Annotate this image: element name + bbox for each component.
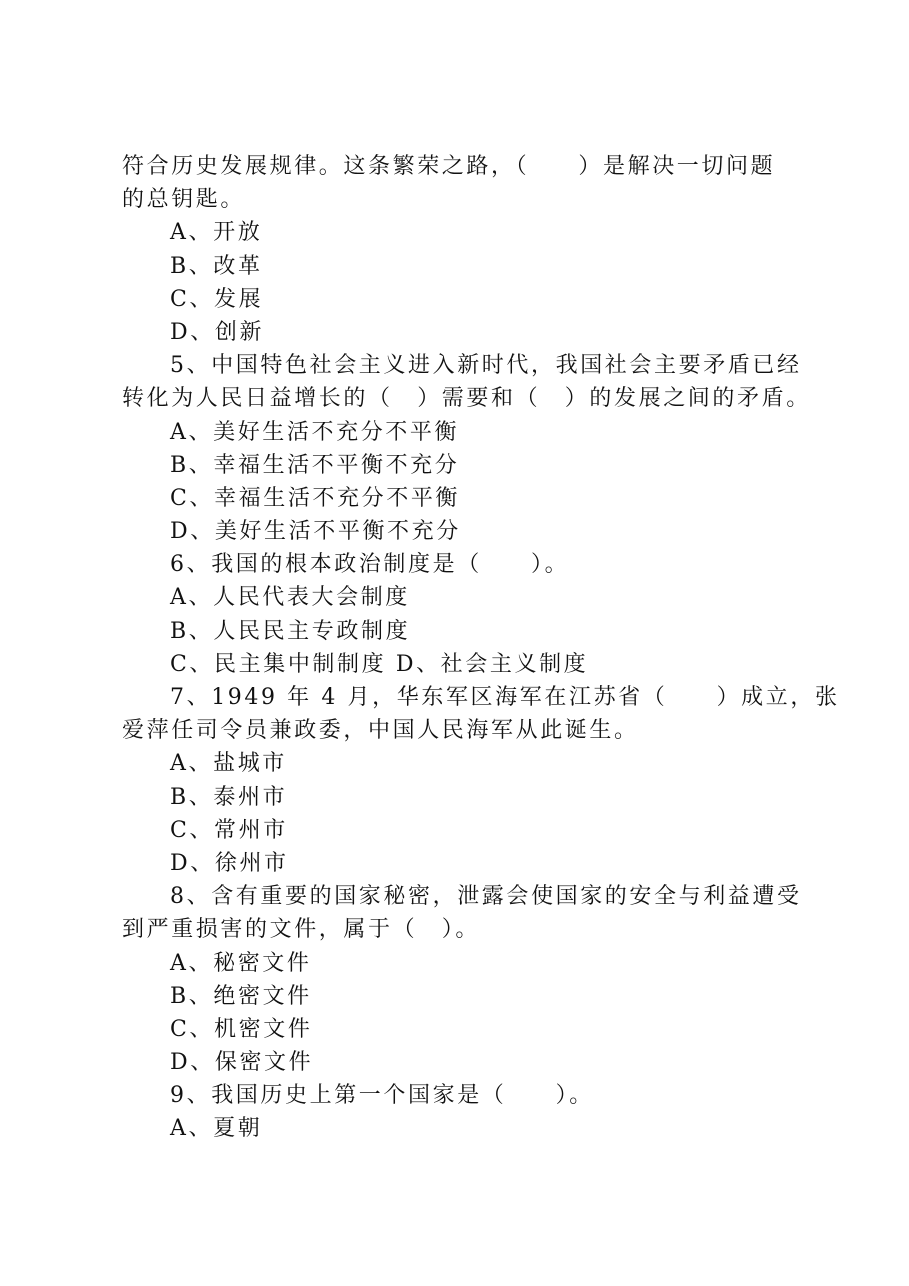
- option-line: C、民主集中制制度 D、社会主义制度: [170, 651, 589, 677]
- text-line: 符合历史发展规律。这条繁荣之路，（ ）是解决一切问题: [122, 154, 776, 179]
- text-line: 爱萍任司令员兼政委，中国人民海军从此诞生。: [122, 718, 639, 744]
- option-line: C、幸福生活不充分不平衡: [170, 485, 461, 511]
- option-line: C、常州市: [170, 817, 288, 843]
- option-line: A、开放: [170, 220, 263, 246]
- question-line: 5、中国特色社会主义进入新时代，我国社会主要矛盾已经: [170, 353, 802, 379]
- option-line: C、机密文件: [170, 1016, 313, 1042]
- option-line: B、改革: [170, 253, 263, 279]
- option-line: B、人民民主专政制度: [170, 618, 411, 644]
- option-line: B、绝密文件: [170, 983, 312, 1009]
- option-line: B、泰州市: [170, 784, 288, 810]
- text-line: 到严重损害的文件，属于（ ）。: [122, 917, 481, 943]
- option-line: A、人民代表大会制度: [170, 585, 410, 611]
- question-line: 8、含有重要的国家秘密，泄露会使国家的安全与利益遭受: [170, 884, 802, 910]
- question-line: 6、我国的根本政治制度是（ ）。: [170, 552, 570, 578]
- option-line: C、发展: [170, 286, 264, 312]
- option-line: D、美好生活不平衡不充分: [170, 519, 461, 545]
- question-line: 7、1949 年 4 月，华东军区海军在江苏省（ ）成立，张: [170, 685, 840, 710]
- text-line: 的总钥匙。: [122, 187, 246, 213]
- option-line: D、创新: [170, 319, 265, 345]
- question-line: 9、我国历史上第一个国家是（ ）。: [170, 1083, 594, 1109]
- option-line: D、保密文件: [170, 1050, 314, 1076]
- option-line: D、徐州市: [170, 850, 289, 876]
- option-line: A、盐城市: [170, 751, 287, 777]
- option-line: A、夏朝: [170, 1116, 263, 1142]
- option-line: B、幸福生活不平衡不充分: [170, 452, 460, 478]
- option-line: A、秘密文件: [170, 950, 312, 976]
- text-line: 转化为人民日益增长的（ ）需要和（ ）的发展之间的矛盾。: [122, 386, 811, 412]
- option-line: A、美好生活不充分不平衡: [170, 419, 460, 445]
